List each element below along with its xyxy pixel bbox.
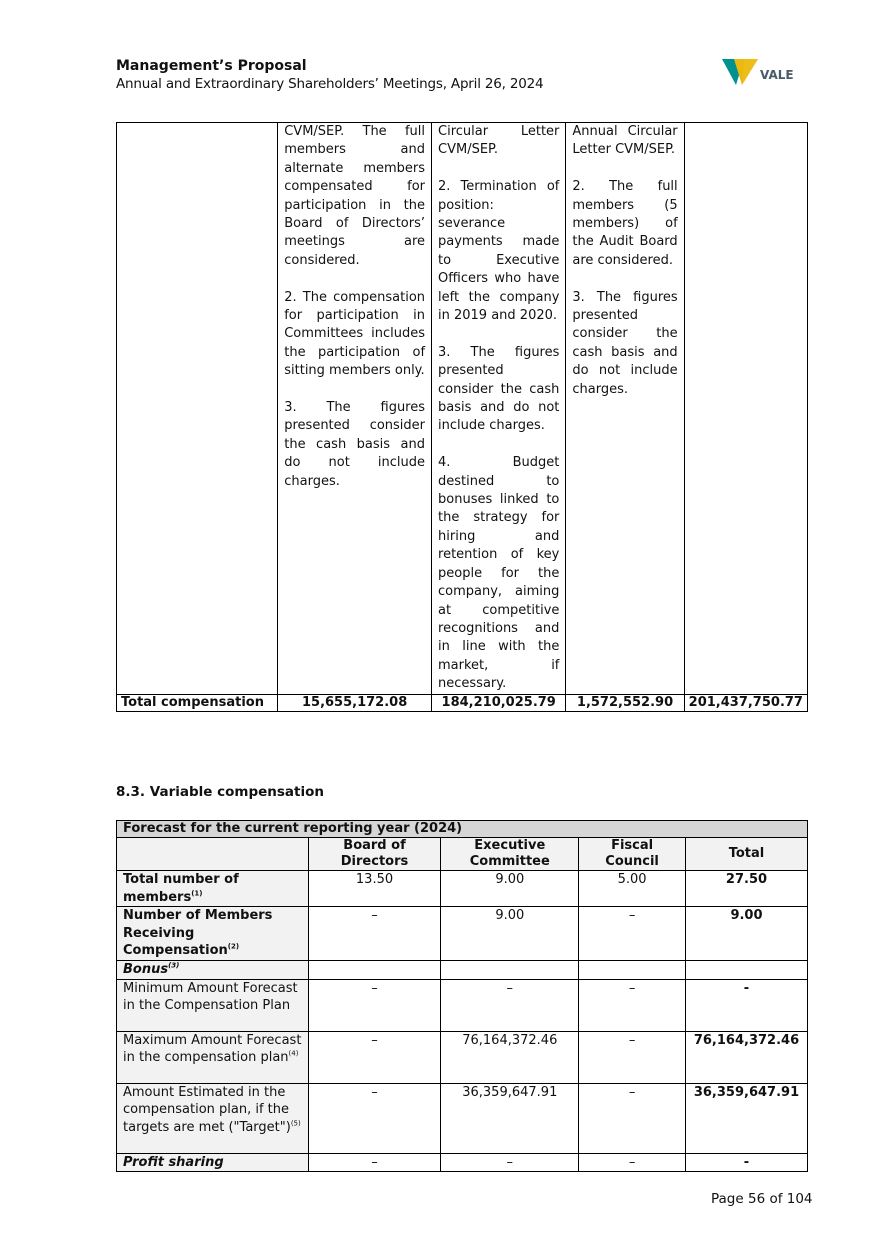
col-executive: Executive Committee (441, 838, 579, 871)
cell-fiscal (579, 960, 686, 979)
cell-board: – (308, 907, 441, 961)
cell-executive: – (441, 1153, 579, 1172)
cell-executive: – (441, 979, 579, 1031)
column-header-row (117, 838, 808, 871)
total-total: 201,437,750.77 (684, 694, 807, 711)
notes-row (117, 123, 808, 695)
cell-fiscal: – (579, 907, 686, 961)
cell-executive (441, 960, 579, 979)
table-row (117, 960, 808, 979)
cell-total: 76,164,372.46 (685, 1031, 807, 1083)
total-fiscal: 1,572,552.90 (566, 694, 684, 711)
table-row (117, 979, 808, 1031)
vale-logo-text: VALE (760, 68, 794, 82)
variable-compensation-table (116, 820, 808, 1172)
executive-notes-cell: Circular Letter CVM/SEP. 2. Termination of position: severance payments made to Executive Officers who have left the company in 2019 and 2020. 3. The figures presented consider the cash basis and do not include charges. 4. Budget destined to bonuses linked to the strategy for hiring and retention of key people for the company, aiming at competitive recognitions and in line with the market, if necessary. (432, 123, 566, 695)
col-board: Board of Directors (308, 838, 441, 871)
cell-total (685, 960, 807, 979)
cell-board: – (308, 1153, 441, 1172)
empty-label-cell (117, 123, 278, 695)
table-title-row (117, 821, 808, 838)
row-label: Bonus$^{(3)}$ (117, 960, 309, 979)
row-label: Profit sharing (117, 1153, 309, 1172)
cell-fiscal: – (579, 1153, 686, 1172)
cell-fiscal: 5.00 (579, 871, 686, 907)
row-label: Amount Estimated in the compensation plan, if the targets are met ("Target")$^{(5)}$ (117, 1083, 309, 1153)
table-row (117, 1153, 808, 1172)
document-title: Management’s Proposal (116, 58, 307, 74)
section-heading: 8.3. Variable compensation (116, 784, 324, 800)
empty-total-cell (684, 123, 807, 695)
cell-total: - (685, 1153, 807, 1172)
compensation-table (116, 122, 808, 712)
row-label: Minimum Amount Forecast in the Compensation Plan (117, 979, 309, 1031)
board-notes-cell: CVM/SEP. The full members and alternate members compensated for participation in the Board of Directors’ meetings are considered. 2. The compensation for participation in Committees includes the participation of sitting members only. 3. The figures presented consider the cash basis and do not include charges. (278, 123, 432, 695)
table-row (117, 871, 808, 907)
cell-fiscal: – (579, 979, 686, 1031)
table-title: Forecast for the current reporting year (2024) (117, 821, 808, 838)
total-label: Total compensation (117, 694, 278, 711)
col-fiscal: Fiscal Council (579, 838, 686, 871)
total-compensation-row (117, 694, 808, 711)
cell-total: 36,359,647.91 (685, 1083, 807, 1153)
row-label: Total number of members$^{(1)}$ (117, 871, 309, 907)
cell-board (308, 960, 441, 979)
page-number: Page 56 of 104 (711, 1191, 813, 1207)
total-board: 15,655,172.08 (278, 694, 432, 711)
cell-total: 27.50 (685, 871, 807, 907)
cell-executive: 76,164,372.46 (441, 1031, 579, 1083)
row-label: Maximum Amount Forecast in the compensation plan$^{(4)}$ (117, 1031, 309, 1083)
fiscal-notes-cell: Annual Circular Letter CVM/SEP. 2. The full members (5 members) of the Audit Board are considered. 3. The figures presented consider the cash basis and do not include charges. (566, 123, 684, 695)
document-subtitle: Annual and Extraordinary Shareholders’ Meetings, April 26, 2024 (116, 76, 544, 92)
cell-board: – (308, 1031, 441, 1083)
cell-total: 9.00 (685, 907, 807, 961)
header-blank (117, 838, 309, 871)
cell-executive: 9.00 (441, 871, 579, 907)
cell-board: 13.50 (308, 871, 441, 907)
cell-total: - (685, 979, 807, 1031)
cell-board: – (308, 1083, 441, 1153)
table-row (117, 1031, 808, 1083)
table-row (117, 1083, 808, 1153)
cell-board: – (308, 979, 441, 1031)
row-label: Number of Members Receiving Compensation$^{(2)}$ (117, 907, 309, 961)
cell-fiscal: – (579, 1031, 686, 1083)
cell-executive: 36,359,647.91 (441, 1083, 579, 1153)
cell-executive: 9.00 (441, 907, 579, 961)
table-row (117, 907, 808, 961)
col-total: Total (685, 838, 807, 871)
total-executive: 184,210,025.79 (432, 694, 566, 711)
cell-fiscal: – (579, 1083, 686, 1153)
